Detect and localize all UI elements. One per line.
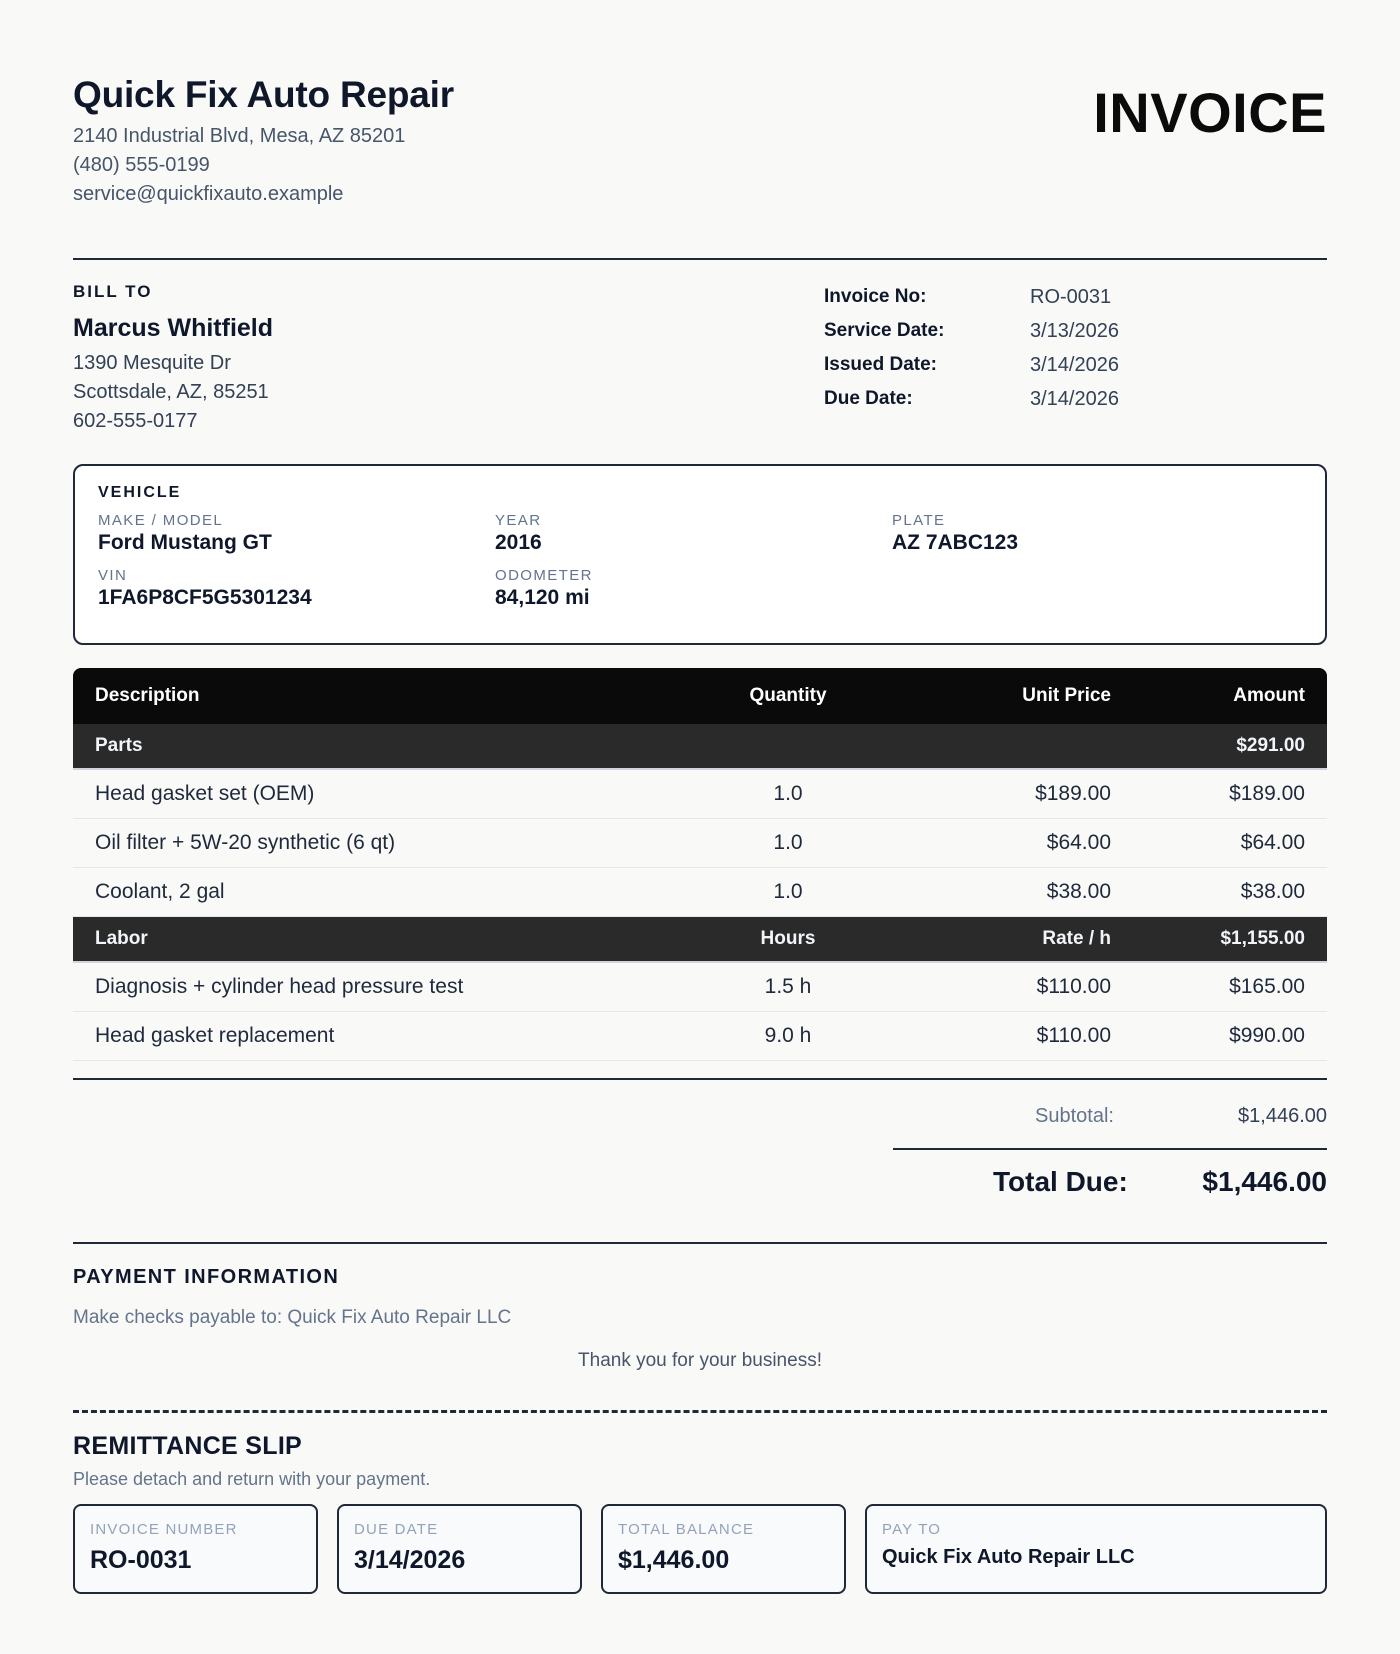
meta-value: 3/14/2026: [1030, 387, 1119, 410]
group-total: $1,155.00: [1220, 928, 1305, 949]
item-amount: $38.00: [1240, 880, 1305, 903]
meta-row-issued-date: [824, 348, 1244, 382]
company-phone: (480) 555-0199: [73, 154, 210, 176]
table-row: [73, 770, 1327, 819]
client-street: 1390 Mesquite Dr: [73, 352, 231, 374]
group-rate-label: Rate / h: [1042, 928, 1111, 949]
remittance-title: REMITTANCE SLIP: [73, 1432, 303, 1460]
field-value: Ford Mustang GT: [98, 531, 272, 554]
header-quantity: Quantity: [749, 685, 827, 706]
vehicle-year: [495, 512, 892, 555]
field-value: 2016: [495, 531, 542, 554]
line-items-table: [73, 668, 1327, 1061]
remittance-note: Please detach and return with your payment.: [73, 1469, 431, 1489]
meta-value: 3/14/2026: [1030, 353, 1119, 376]
company-name: Quick Fix Auto Repair: [73, 74, 454, 115]
subtotal-label: Subtotal:: [1035, 1105, 1114, 1127]
item-quantity: 1.0: [773, 782, 803, 805]
client-city: Scottsdale, AZ, 85251: [73, 381, 269, 403]
field-label: TOTAL BALANCE: [618, 1521, 755, 1538]
vehicle-vin: [98, 567, 495, 610]
meta-row-service-date: [824, 314, 1244, 348]
vehicle-plate: [892, 512, 1289, 555]
client-phone: 602-555-0177: [73, 410, 198, 432]
meta-value: RO-0031: [1030, 285, 1112, 308]
item-quantity: 1.5 h: [764, 975, 812, 998]
item-description: Coolant, 2 gal: [95, 880, 225, 903]
field-label: YEAR: [495, 512, 542, 529]
vehicle-odometer: [495, 567, 892, 610]
field-value: 1FA6P8CF5G5301234: [98, 586, 312, 609]
total-due-row: [893, 1166, 1327, 1198]
header-amount: Amount: [1233, 685, 1305, 706]
group-hours-label: Hours: [760, 928, 816, 949]
total-due-label: Total Due:: [993, 1166, 1128, 1197]
payment-title: PAYMENT INFORMATION: [73, 1266, 340, 1288]
field-label: MAKE / MODEL: [98, 512, 224, 529]
item-quantity: 9.0 h: [764, 1024, 812, 1047]
group-label: Labor: [95, 928, 148, 949]
field-label: VIN: [98, 567, 128, 584]
item-unit-price: $64.00: [1046, 831, 1111, 854]
detach-line: [73, 1410, 1327, 1413]
group-row-parts: [73, 724, 1327, 770]
item-amount: $64.00: [1240, 831, 1305, 854]
table-row: [73, 868, 1327, 917]
meta-key: Service Date:: [824, 320, 945, 341]
meta-row-invoice-no: [824, 280, 1244, 314]
item-description: Head gasket replacement: [95, 1024, 335, 1047]
field-value: AZ 7ABC123: [892, 531, 1019, 554]
meta-key: Issued Date:: [824, 354, 937, 375]
remittance-boxes: [73, 1504, 1327, 1594]
item-unit-price: $110.00: [1036, 1024, 1111, 1047]
item-description: Head gasket set (OEM): [95, 782, 315, 805]
remittance-slip: [73, 1432, 1327, 1574]
company-address: 2140 Industrial Blvd, Mesa, AZ 85201: [73, 125, 406, 147]
item-amount: $990.00: [1229, 1024, 1305, 1047]
item-description: Oil filter + 5W-20 synthetic (6 qt): [95, 831, 396, 854]
item-amount: $165.00: [1229, 975, 1305, 998]
field-value: $1,446.00: [618, 1546, 730, 1574]
invoice-header: [73, 74, 1327, 214]
invoice-meta: [824, 280, 1244, 416]
field-value: 3/14/2026: [354, 1546, 466, 1574]
remit-invoice-number: [73, 1504, 318, 1594]
field-label: INVOICE NUMBER: [90, 1521, 238, 1538]
field-value: 84,120 mi: [495, 586, 590, 609]
subtotal-value: $1,446.00: [1238, 1105, 1327, 1127]
document-title: INVOICE: [1093, 81, 1327, 144]
table-row: [73, 819, 1327, 868]
item-unit-price: $38.00: [1046, 880, 1111, 903]
item-quantity: 1.0: [773, 880, 803, 903]
group-total: $291.00: [1236, 735, 1305, 756]
remit-pay-to: [865, 1504, 1327, 1594]
total-due-value: $1,446.00: [1202, 1166, 1327, 1197]
table-header: [73, 668, 1327, 724]
bill-to-label: BILL TO: [73, 282, 153, 301]
table-row: [73, 1012, 1327, 1061]
table-bottom-divider: [73, 1078, 1327, 1080]
table-row: [73, 963, 1327, 1012]
payment-note: Make checks payable to: Quick Fix Auto Repair LLC: [73, 1307, 512, 1328]
payment-section: [73, 1266, 1327, 1329]
item-amount: $189.00: [1229, 782, 1305, 805]
item-description: Diagnosis + cylinder head pressure test: [95, 975, 464, 998]
item-unit-price: $110.00: [1036, 975, 1111, 998]
bill-to-section: [73, 282, 673, 436]
thank-you-note: Thank you for your business!: [578, 1350, 822, 1371]
field-value: RO-0031: [90, 1546, 192, 1574]
item-quantity: 1.0: [773, 831, 803, 854]
header-unit-price: Unit Price: [1022, 685, 1111, 706]
meta-key: Due Date:: [824, 388, 913, 409]
meta-value: 3/13/2026: [1030, 319, 1119, 342]
field-value: Quick Fix Auto Repair LLC: [882, 1546, 1135, 1568]
field-label: PLATE: [892, 512, 946, 529]
subtotal-row: [893, 1105, 1327, 1128]
vehicle-label: VEHICLE: [98, 484, 182, 501]
client-contact: [73, 349, 673, 436]
remit-due-date: [337, 1504, 582, 1594]
vehicle-make-model: [98, 512, 495, 555]
remit-total-balance: [601, 1504, 846, 1594]
header-divider: [73, 258, 1327, 260]
field-label: ODOMETER: [495, 567, 593, 584]
total-divider: [893, 1148, 1327, 1150]
meta-row-due-date: [824, 382, 1244, 416]
vehicle-card: [73, 464, 1327, 645]
group-label: Parts: [95, 735, 143, 756]
company-email: service@quickfixauto.example: [73, 183, 344, 205]
item-unit-price: $189.00: [1035, 782, 1111, 805]
field-label: DUE DATE: [354, 1521, 439, 1538]
field-label: PAY TO: [882, 1521, 942, 1538]
meta-key: Invoice No:: [824, 286, 927, 307]
vehicle-details: [98, 512, 1302, 610]
header-description: Description: [95, 685, 200, 706]
client-name: Marcus Whitfield: [73, 314, 274, 342]
group-row-labor: [73, 917, 1327, 963]
payment-divider: [73, 1242, 1327, 1244]
